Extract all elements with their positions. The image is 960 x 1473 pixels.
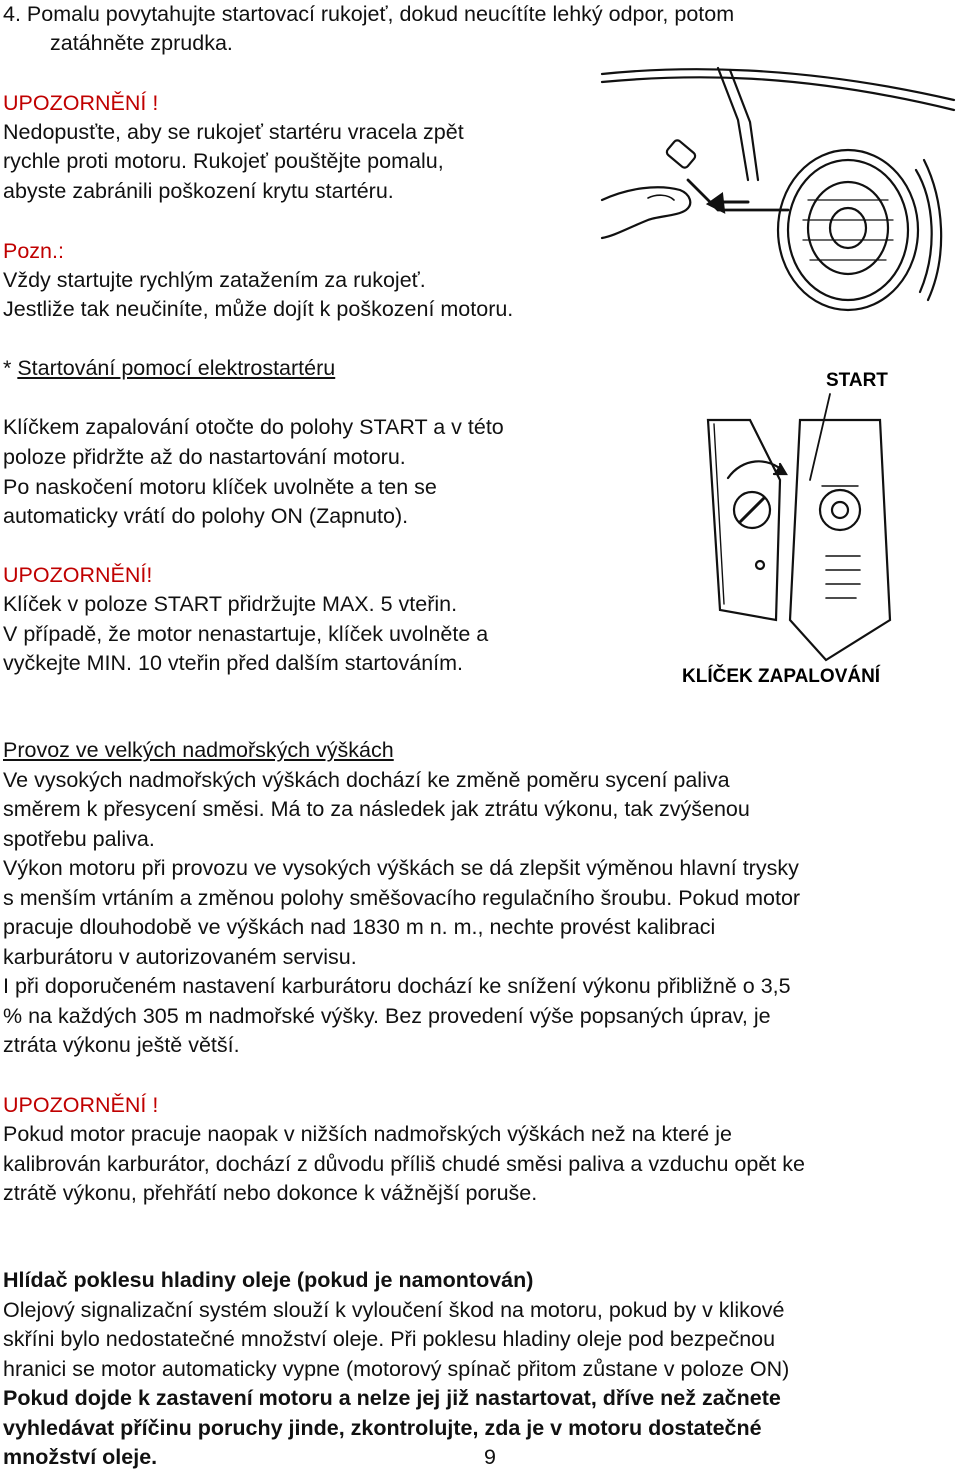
warning1-line-3: abyste zabránili poškození krytu startéru.	[3, 179, 394, 203]
altitude-line-7: karburátoru v autorizovaném servisu.	[3, 945, 357, 969]
recoil-starter-drawing	[598, 60, 958, 325]
ignition-key-illustration	[680, 360, 900, 690]
oil-bold-line-3: množství oleje.	[3, 1445, 158, 1469]
note-title: Pozn.:	[3, 239, 64, 263]
oil-line-1: Olejový signalizační systém slouží k vyloučení škod na motoru, pokud by v klikové	[3, 1298, 785, 1322]
note-line-1: Vždy startujte rychlým zatažením za rukojeť.	[3, 268, 426, 292]
electric-line-3: Po naskočení motoru klíček uvolněte a ten se	[3, 475, 437, 499]
warning2-title: UPOZORNĚNÍ!	[3, 563, 153, 587]
electric-line-4: automaticky vrátí do polohy ON (Zapnuto).	[3, 504, 409, 528]
altitude-line-3: spotřebu paliva.	[3, 827, 155, 851]
altitude-title: Provoz ve velkých nadmořských výškách	[3, 738, 394, 762]
step4-line-2: zatáhněte zprudka.	[50, 31, 233, 55]
electric-star: *	[3, 356, 18, 380]
warning1-title: UPOZORNĚNÍ !	[3, 91, 159, 115]
warning2-line-3: vyčkejte MIN. 10 vteřin před dalším startováním.	[3, 651, 464, 675]
electric-line-2: poloze přidržte až do nastartování motoru.	[3, 445, 406, 469]
oil-bold-line-2: vyhledávat příčinu poruchy jinde, zkontrolujte, zda je v motoru dostatečné	[3, 1416, 762, 1440]
oil-title: Hlídač poklesu hladiny oleje (pokud je namontován)	[3, 1268, 534, 1292]
figure-key-label: KLÍČEK ZAPALOVÁNÍ	[682, 666, 881, 687]
warning3-title: UPOZORNĚNÍ !	[3, 1093, 159, 1117]
altitude-line-1: Ve vysokých nadmořských výškách dochází ke změně poměru sycení paliva	[3, 768, 730, 792]
electric-heading	[3, 354, 335, 383]
altitude-line-2: směrem k přesycení směsi. Má to za následek jak ztrátu výkonu, tak zvýšenou	[3, 797, 750, 821]
warning3-line-2: kalibrován karburátor, dochází z důvodu příliš chudé směsi paliva a vzduchu opět ke	[3, 1152, 805, 1176]
warning2-line-2: V případě, že motor nenastartuje, klíček uvolněte a	[3, 622, 489, 646]
warning1-line-1: Nedopusťte, aby se rukojeť startéru vracela zpět	[3, 120, 464, 144]
electric-line-1: Klíčkem zapalování otočte do polohy START a v této	[3, 415, 504, 439]
altitude-line-4: Výkon motoru při provozu ve vysokých výškách se dá zlepšit výměnou hlavní trysky	[3, 856, 799, 880]
warning1-line-2: rychle proti motoru. Rukojeť pouštějte pomalu,	[3, 149, 444, 173]
note-line-2: Jestliže tak neučiníte, může dojít k poškození motoru.	[3, 297, 514, 321]
oil-line-2: skříni bylo nedostatečné množství oleje. Při poklesu hladiny oleje pod bezpečnou	[3, 1327, 776, 1351]
page-number: 9	[484, 1445, 496, 1469]
oil-bold-line-1: Pokud dojde k zastavení motoru a nelze jej již nastartovat, dříve než začnete	[3, 1386, 781, 1410]
recoil-starter-illustration	[598, 60, 958, 325]
warning2-line-1: Klíček v poloze START přidržujte MAX. 5 vteřin.	[3, 592, 458, 616]
altitude-line-8: I při doporučeném nastavení karburátoru dochází ke snížení výkonu přibližně o 3,5	[3, 974, 791, 998]
altitude-line-5: s menším vrtáním a změnou polohy směšovacího regulačního šroubu. Pokud motor	[3, 886, 801, 910]
step4-line-1: 4. Pomalu povytahujte startovací rukojeť, dokud neucítíte lehký odpor, potom	[3, 2, 735, 26]
warning3-line-1: Pokud motor pracuje naopak v nižších nadmořských výškách než na které je	[3, 1122, 732, 1146]
ignition-key-drawing	[680, 360, 900, 690]
electric-title: Startování pomocí elektrostartéru	[17, 356, 336, 380]
oil-line-3: hranici se motor automaticky vypne (motorový spínač přitom zůstane v poloze ON)	[3, 1357, 790, 1381]
altitude-line-6: pracuje dlouhodobě ve výškách nad 1830 m n. m., nechte provést kalibraci	[3, 915, 716, 939]
altitude-line-9: % na každých 305 m nadmořské výšky. Bez provedení výše popsaných úprav, je	[3, 1004, 771, 1028]
warning3-line-3: ztrátě výkonu, přehřátí nebo dokonce k vážnější poruše.	[3, 1181, 538, 1205]
figure-start-label: START	[826, 370, 888, 391]
altitude-line-10: ztráta výkonu ještě větší.	[3, 1033, 240, 1057]
